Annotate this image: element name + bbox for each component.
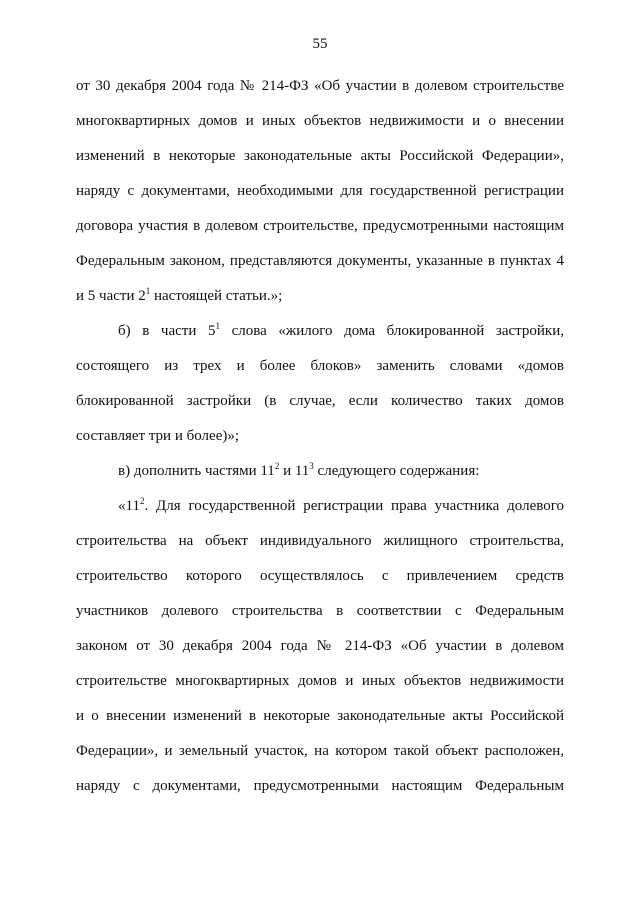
text-line: строительства на объект индивидуального жилищного строительства, <box>76 533 564 549</box>
text-line: состоящего из трех и более блоков» заменить словами «домов <box>76 358 564 374</box>
text-line: законом от 30 декабря 2004 года № 214-ФЗ «Об участии в долевом <box>76 638 564 654</box>
text-line: и 5 части $2^1$ настоящей статьи.»; <box>76 286 283 304</box>
superscript: 2 <box>139 496 145 506</box>
superscript: 2 <box>274 461 280 471</box>
superscript: 1 <box>215 321 220 331</box>
text-line: наряду с документами, необходимыми для государственной регистрации <box>76 183 564 199</box>
page-number: 55 <box>312 36 328 52</box>
text-line: изменений в некоторые законодательные акты Российской Федерации», <box>76 148 564 164</box>
text-line: многоквартирных домов и иных объектов недвижимости и о внесении <box>76 113 564 129</box>
text-line: договора участия в долевом строительстве, предусмотренными настоящим <box>76 218 564 234</box>
text-line: от 30 декабря 2004 года № 214-ФЗ «Об участии в долевом строительстве <box>76 78 564 94</box>
text-line: Федерации», и земельный участок, на котором такой объект расположен, <box>76 743 564 759</box>
text-line: блокированной застройки (в случае, если количество таких домов <box>76 393 564 409</box>
superscript: 1 <box>145 286 151 296</box>
text-line: б) в части $5^1$ слова «жилого дома блокированной застройки, <box>118 321 564 339</box>
text-line: строительстве многоквартирных домов и иных объектов недвижимости <box>76 673 564 689</box>
text-line: наряду с документами, предусмотренными настоящим Федеральным <box>76 778 564 794</box>
text-line: строительство которого осуществлялось с привлечением средств <box>76 568 564 584</box>
text-line: участников долевого строительства в соответствии с Федеральным <box>76 603 564 619</box>
text-line: в) дополнить частями $11^2$ и $11^3$ следующего содержания: <box>118 461 480 479</box>
text-line: и о внесении изменений в некоторые законодательные акты Российской <box>76 708 564 724</box>
text-line: Федеральным законом, представляются документы, указанные в пунктах 4 <box>76 253 564 269</box>
text-line: «$11^2$. Для государственной регистрации права участника долевого <box>118 496 564 514</box>
superscript: 3 <box>309 461 314 471</box>
text-line: составляет три и более)»; <box>76 428 240 444</box>
